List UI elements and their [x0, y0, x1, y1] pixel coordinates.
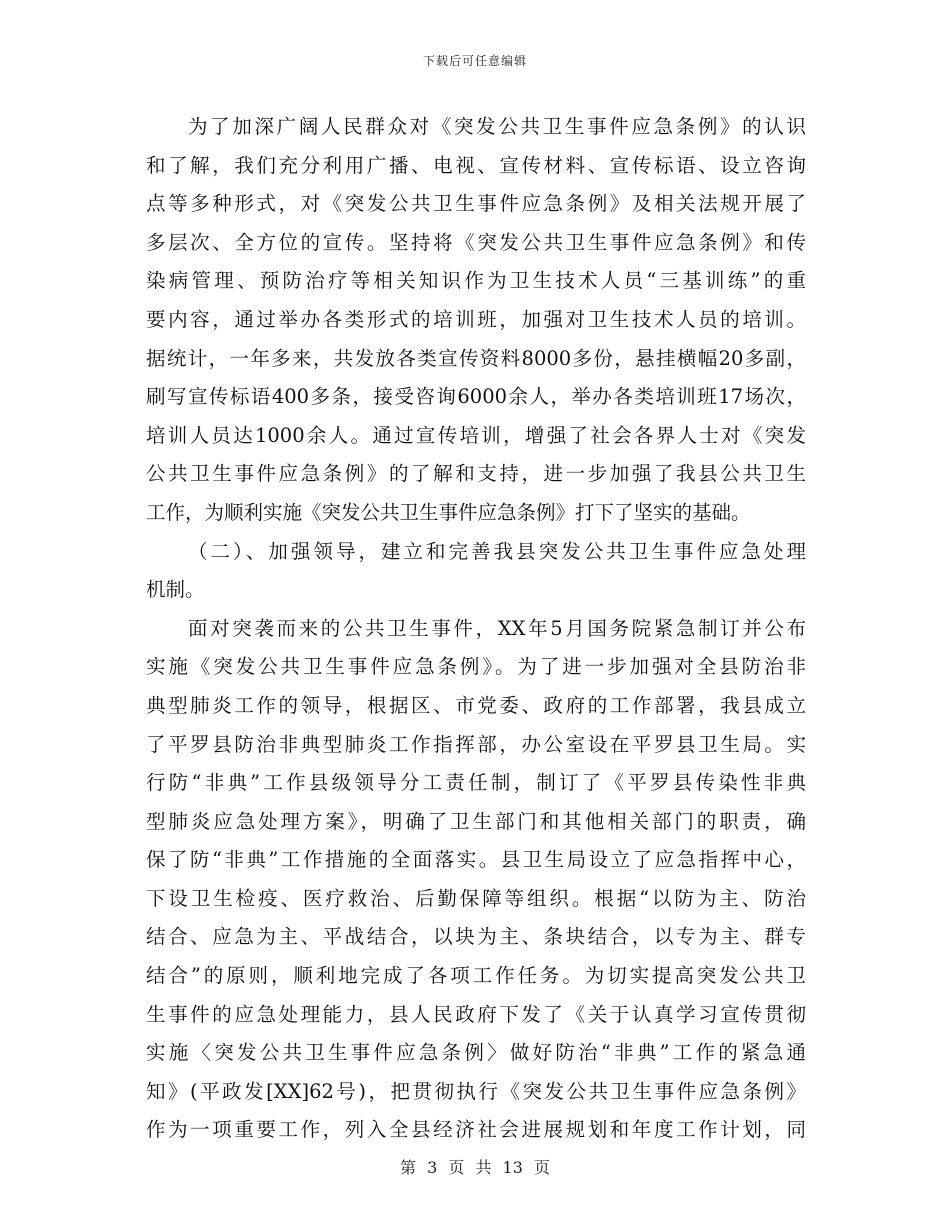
page-number-footer: 第 3 页 共 13 页 — [400, 1158, 550, 1177]
paragraph-line: 多层次、全方位的宣传。坚持将《突发公共卫生事件应急条例》和传 — [146, 230, 806, 254]
paragraph-line: 为了加深广阔人民群众对《突发公共卫生事件应急条例》的认识 — [188, 115, 806, 138]
paragraph-line: 公共卫生事件应急条例》的了解和支持，进一步加强了我县公共卫生 — [146, 462, 806, 486]
paragraph-line: 要内容，通过举办各类形式的培训班，加强对卫生技术人员的培训。 — [146, 307, 806, 331]
paragraph-line: 实施〈突发公共卫生事件应急条例〉做好防治“非典”工作的紧急通 — [146, 1041, 806, 1065]
paragraph-line: 作为一项重要工作，列入全县经济社会进展规划和年度工作计划，同 — [146, 1118, 806, 1142]
paragraph-line: 点等多种形式，对《突发公共卫生事件应急条例》及相关法规开展了 — [146, 192, 806, 216]
document-body — [146, 108, 806, 1150]
paragraph-line: 据统计，一年多来，共发放各类宣传资料8000多份，悬挂横幅20多副， — [146, 346, 806, 370]
paragraph-line: 染病管理、预防治疗等相关知识作为卫生技术人员“三基训练”的重 — [146, 269, 806, 293]
paragraph-line: 实施《突发公共卫生事件应急条例》。为了进一步加强对全县防治非 — [146, 655, 806, 679]
paragraph-line: 刷写宣传标语400多条，接受咨询6000余人，举办各类培训班17场次， — [146, 385, 806, 409]
paragraph-line: 工作，为顺利实施《突发公共卫生事件应急条例》打下了坚实的基础。 — [146, 500, 751, 524]
paragraph-line: 下设卫生检疫、医疗救治、后勤保障等组织。根据“以防为主、防治 — [146, 886, 806, 910]
paragraph-line: 结合”的原则，顺利地完成了各项工作任务。为切实提高突发公共卫 — [146, 964, 806, 988]
page-header: 下载后可任意编辑 — [422, 54, 527, 68]
paragraph-line: 结合、应急为主、平战结合，以块为主、条块结合，以专为主、群专 — [146, 925, 806, 949]
paragraph-line: 了平罗县防治非典型肺炎工作指挥部，办公室设在平罗县卫生局。实 — [146, 732, 806, 756]
paragraph-line: 保了防“非典”工作措施的全面落实。县卫生局设立了应急指挥中心， — [146, 848, 806, 872]
section-heading-line: 机制。 — [146, 578, 205, 602]
paragraph-line: 面对突袭而来的公共卫生事件，XX年5月国务院紧急制订并公布 — [188, 616, 806, 640]
paragraph-line: 典型肺炎工作的领导，根据区、市党委、政府的工作部署，我县成立 — [146, 693, 806, 717]
paragraph-line: 知》(平政发[XX]62号)，把贯彻执行《突发公共卫生事件应急条例》 — [146, 1079, 806, 1103]
paragraph-line: 行防“非典”工作县级领导分工责任制，制订了《平罗县传染性非典 — [146, 771, 806, 795]
section-heading-line: （二）、加强领导，建立和完善我县突发公共卫生事件应急处理 — [188, 539, 806, 563]
paragraph-line: 生事件的应急处理能力，县人民政府下发了《关于认真学习宣传贯彻 — [146, 1002, 806, 1026]
paragraph-line: 型肺炎应急处理方案》，明确了卫生部门和其他相关部门的职责，确 — [146, 809, 806, 833]
paragraph-line: 和了解，我们充分利用广播、电视、宣传材料、宣传标语、设立咨询 — [146, 153, 806, 177]
paragraph-line: 培训人员达1000余人。通过宣传培训，增强了社会各界人士对《突发 — [146, 423, 806, 447]
